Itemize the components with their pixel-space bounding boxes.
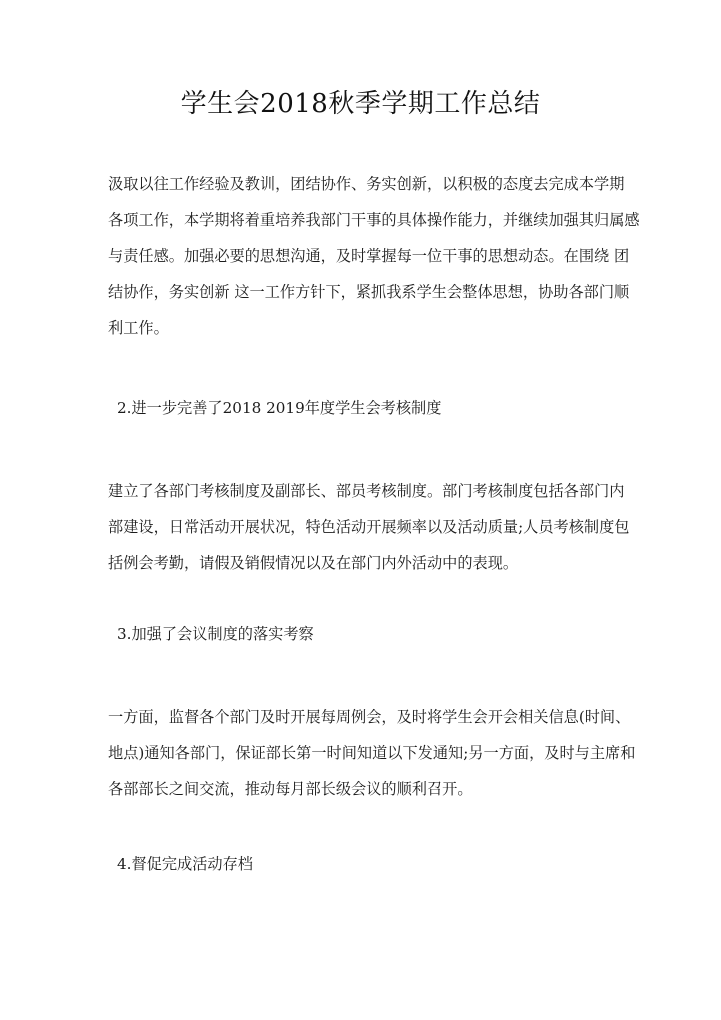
section-heading-meetings: 3.加强了会议制度的落实考察 xyxy=(117,625,314,643)
paragraph-intro xyxy=(108,166,640,346)
paragraph-line: 利工作。 xyxy=(108,319,169,337)
paragraph-line: 一方面，监督各个部门及时开展每周例会，及时将学生会开会相关信息(时间、 xyxy=(108,708,631,726)
paragraph-meetings xyxy=(108,699,636,807)
paragraph-line: 括例会考勤，请假及销假情况以及在部门内外活动中的表现。 xyxy=(108,554,519,572)
paragraph-line: 建立了各部门考核制度及副部长、部员考核制度。部门考核制度包括各部门内 xyxy=(108,482,625,500)
paragraph-line: 各项工作，本学期将着重培养我部门干事的具体操作能力，并继续加强其归属感 xyxy=(108,211,640,229)
section-heading-archive: 4.督促完成活动存档 xyxy=(117,855,253,873)
paragraph-line: 部建设，日常活动开展状况，特色活动开展频率以及活动质量;人员考核制度包 xyxy=(108,518,630,536)
document-title: 学生会2018秋季学期工作总结 xyxy=(180,89,541,119)
paragraph-line: 结协作，务实创新 这一工作方针下，紧抓我系学生会整体思想，协助各部门顺 xyxy=(108,283,630,301)
paragraph-line: 地点)通知各部门，保证部长第一时间知道以下发通知;另一方面，及时与主席和 xyxy=(108,744,636,762)
paragraph-line: 与责任感。加强必要的思想沟通，及时掌握每一位干事的思想动态。在围绕 团 xyxy=(108,247,630,265)
paragraph-assessment xyxy=(108,473,630,581)
paragraph-line: 各部部长之间交流，推动每月部长级会议的顺利召开。 xyxy=(108,780,473,798)
section-heading-assessment: 2.进一步完善了2018 2019年度学生会考核制度 xyxy=(117,399,442,417)
paragraph-line: 汲取以往工作经验及教训，团结协作、务实创新，以积极的态度去完成本学期 xyxy=(108,175,625,193)
